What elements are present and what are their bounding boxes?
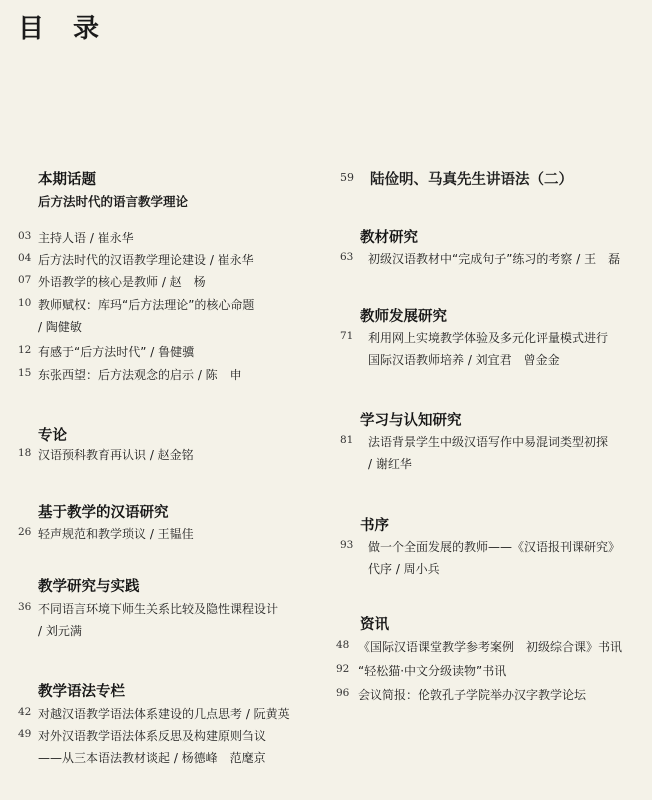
toc-entry-title: 东张西望：后方法观念的启示 / 陈 申 [38,368,242,382]
toc-page-number: 18 [18,447,32,459]
section-title-jiyu: 基于教学的汉语研究 [38,505,169,521]
toc-entry-title: “轻松猫·中文分级读物”书讯 [358,664,507,678]
toc-page-number: 93 [340,539,354,551]
toc-page-number: 92 [336,663,350,675]
toc-page-number: 03 [18,230,32,242]
toc-entry-title: 轻声规范和教学琐议 / 王韫佳 [38,527,194,541]
toc-entry-title: 初级汉语教材中“完成句子”练习的考察 / 王 磊 [368,252,621,266]
toc-page-number: 59 [340,171,354,184]
toc-entry-title: 主持人语 / 崔永华 [38,231,134,245]
toc-page-number: 15 [18,367,32,379]
toc-page-number: 42 [18,706,32,718]
toc-entry-subtitle-author: ——从三本语法教材谈起 / 杨德峰 范麾京 [38,751,266,765]
section-title-yufa: 教学语法专栏 [38,684,125,700]
section-title-yanjiu: 教学研究与实践 [38,579,140,595]
toc-entry-author: / 刘元满 [38,624,82,638]
toc-entry-title: 《国际汉语课堂教学参考案例 初级综合课》书讯 [358,640,623,654]
section-title-xuexi: 学习与认知研究 [360,413,462,429]
toc-entry-title: 会议简报：伦敦孔子学院举办汉字教学论坛 [358,688,587,702]
toc-entry-author: / 陶健敏 [38,320,82,334]
toc-page-number: 49 [18,728,32,740]
toc-page-number: 26 [18,526,32,538]
toc-entry-title: 汉语预科教育再认识 / 赵金铭 [38,448,194,462]
section-title-shuxu: 书序 [360,518,389,534]
toc-page-number: 81 [340,434,354,446]
section-title-jiaocai: 教材研究 [360,230,418,246]
toc-page-number: 48 [336,639,350,651]
toc-entry-title: 做一个全面发展的教师——《汉语报刊课研究》 [368,540,621,554]
toc-entry-title: 外语教学的核心是教师 / 赵 杨 [38,275,206,289]
section-title-zhuanlun: 专论 [38,428,67,444]
toc-feature-title: 陆俭明、马真先生讲语法（二） [370,172,573,188]
toc-entry-title: 后方法时代的汉语教学理论建设 / 崔永华 [38,253,254,267]
toc-entry-title: 利用网上实境教学体验及多元化评量模式进行 [368,331,609,345]
toc-entry-title: 对外汉语教学语法体系反思及构建原则刍议 [38,729,267,743]
toc-entry-title: 法语背景学生中级汉语写作中易混词类型初探 [368,435,609,449]
toc-page-number: 71 [340,330,354,342]
toc-entry-title: 有感于“后方法时代” / 鲁健骥 [38,345,195,359]
toc-page-number: 07 [18,274,32,286]
page-title: 目 录 [18,14,110,44]
toc-entry-author: 国际汉语教师培养 / 刘宜君 曾金金 [368,353,560,367]
toc-page-number: 10 [18,297,32,309]
toc-entry-author: 代序 / 周小兵 [368,562,440,576]
toc-page-number: 36 [18,601,32,613]
toc-page-number: 63 [340,251,354,263]
toc-entry-title: 对越汉语教学语法体系建设的几点思考 / 阮黄英 [38,707,290,721]
section-title-topic: 本期话题 [38,172,96,188]
toc-entry-title: 教师赋权：库玛“后方法理论”的核心命题 [38,298,255,312]
section-title-zixun: 资讯 [360,617,389,633]
toc-entry-author: / 谢红华 [368,457,412,471]
toc-page-number: 96 [336,687,350,699]
toc-page-number: 04 [18,252,32,264]
section-subtitle-topic: 后方法时代的语言教学理论 [38,194,189,209]
section-title-jiaoshi: 教师发展研究 [360,309,447,325]
toc-page-number: 12 [18,344,32,356]
toc-entry-title: 不同语言环境下师生关系比较及隐性课程设计 [38,602,279,616]
